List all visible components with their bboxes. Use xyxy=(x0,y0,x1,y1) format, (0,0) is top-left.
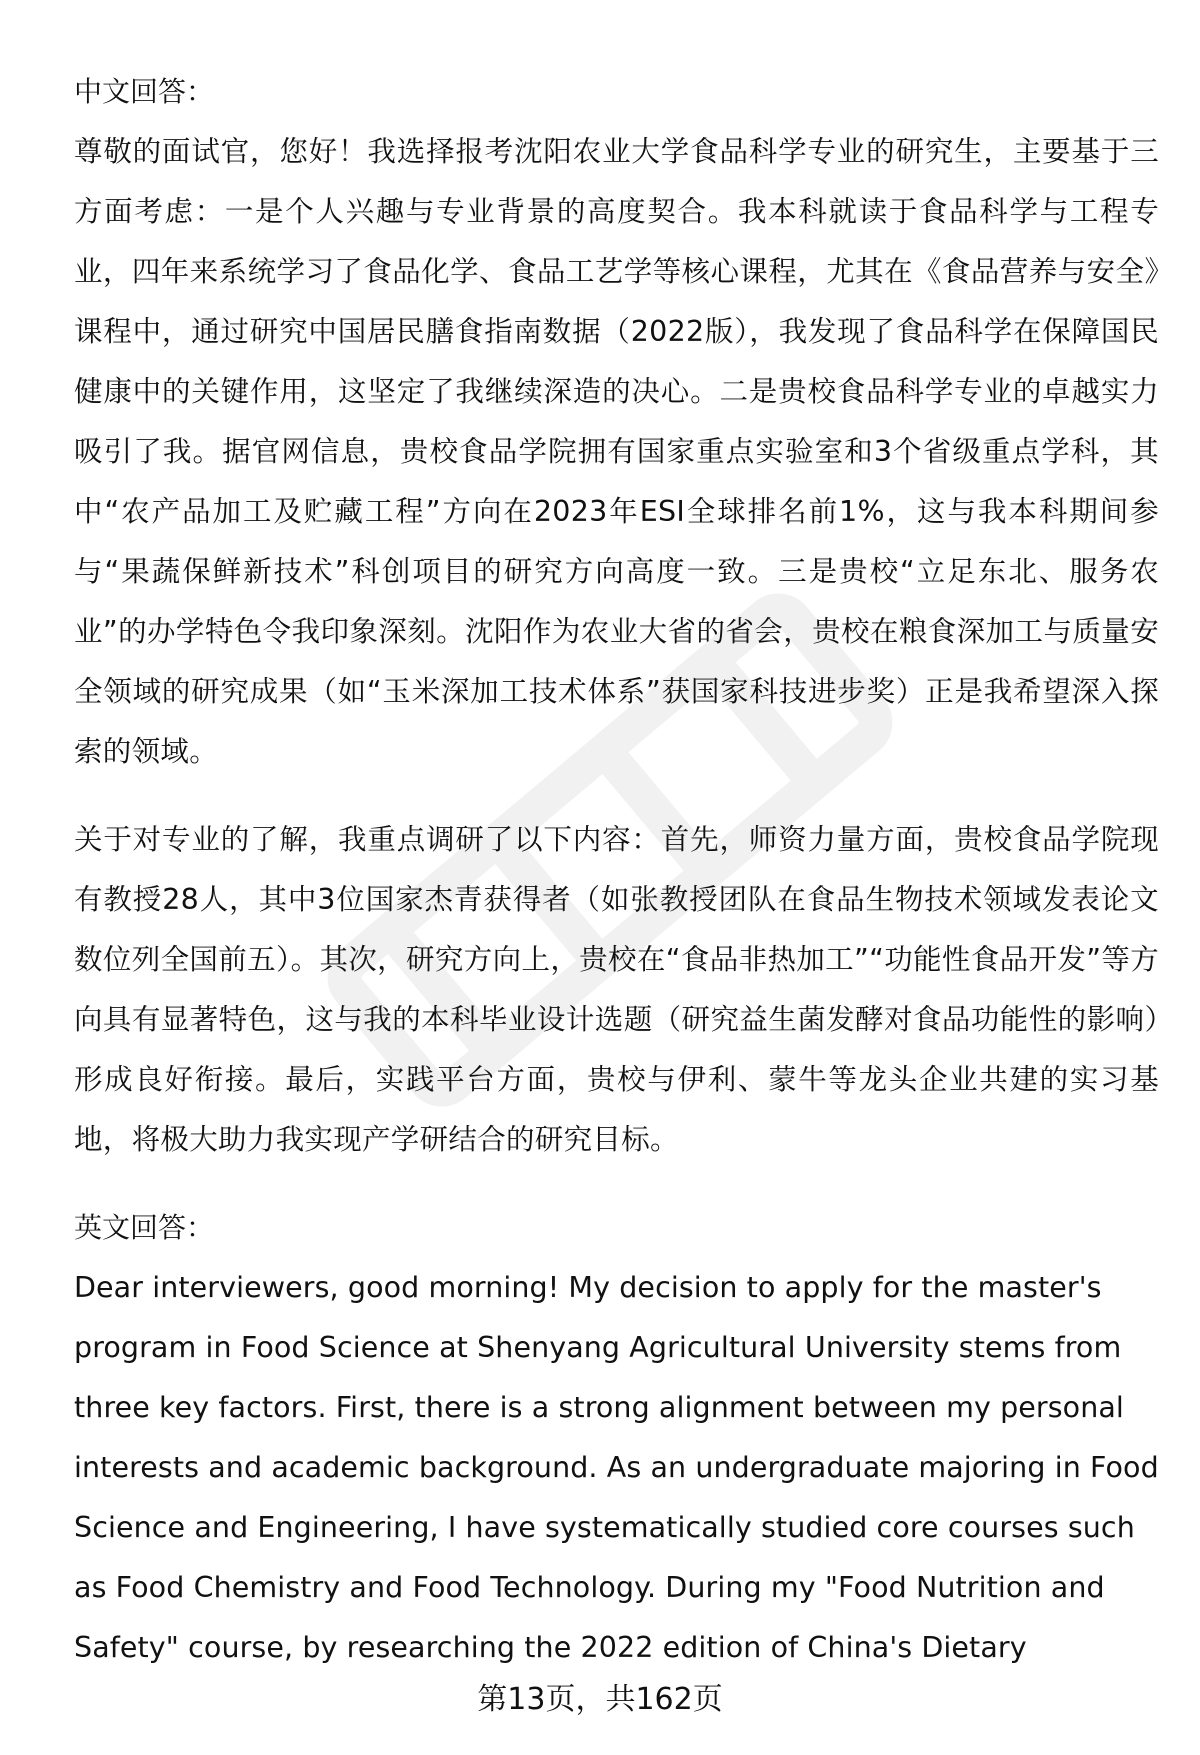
english-paragraph-1: Dear interviewers, good morning! My decision to apply for the master's program in Food Science at Shenyang Agricultural University stems from three key factors. First, there is a strong alignment between my personal interests and academic background. As an undergraduate majoring in Food Science and Engineering, I have systematically studied core courses such as Food Chemistry and Food Technology. During my "Food Nutrition and Safety" course, by researching the 2022 edition of China's Dietary xyxy=(74,1271,1159,1664)
paragraph-gap xyxy=(74,1170,1159,1198)
document-body xyxy=(74,62,1159,1678)
paragraph-gap xyxy=(74,782,1159,810)
chinese-paragraph-2: 关于对专业的了解，我重点调研了以下内容：首先，师资力量方面，贵校食品学院现有教授28人，其中3位国家杰青获得者（如张教授团队在食品生物技术领域发表论文数位列全国前五）。其次，研究方向上，贵校在“食品非热加工”“功能性食品开发”等方向具有显著特色，这与我的本科毕业设计选题（研究益生菌发酵对食品功能性的影响）形成良好衔接。最后，实践平台方面，贵校与伊利、蒙牛等龙头企业共建的实习基地，将极大助力我实现产学研结合的研究目标。 xyxy=(74,823,1159,1156)
english-answer-label: 英文回答： xyxy=(74,1211,215,1244)
chinese-paragraph-1: 尊敬的面试官，您好！我选择报考沈阳农业大学食品科学专业的研究生，主要基于三方面考虑：一是个人兴趣与专业背景的高度契合。我本科就读于食品科学与工程专业，四年来系统学习了食品化学、食品工艺学等核心课程，尤其在《食品营养与安全》课程中，通过研究中国居民膳食指南数据（2022版），我发现了食品科学在保障国民健康中的关键作用，这坚定了我继续深造的决心。二是贵校食品科学专业的卓越实力吸引了我。据官网信息，贵校食品学院拥有国家重点实验室和3个省级重点学科，其中“农产品加工及贮藏工程”方向在2023年ESI全球排名前1%，这与我本科期间参与“果蔬保鲜新技术”科创项目的研究方向高度一致。三是贵校“立足东北、服务农业”的办学特色令我印象深刻。沈阳作为农业大省的省会，贵校在粮食深加工与质量安全领域的研究成果（如“玉米深加工技术体系”获国家科技进步奖）正是我希望深入探索的领域。 xyxy=(74,135,1159,768)
chinese-answer-label: 中文回答： xyxy=(74,75,215,108)
page-number: 第13页，共162页 xyxy=(477,1682,723,1717)
